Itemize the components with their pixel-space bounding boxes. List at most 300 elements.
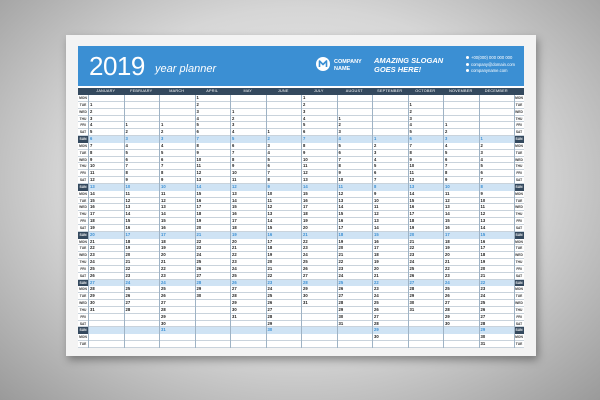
day-number: 31	[90, 306, 95, 312]
weekday-label-left: SAT	[79, 178, 87, 183]
day-number: 15	[161, 218, 166, 224]
weekday-label-right: WED	[515, 109, 523, 114]
weekday-label-right: WED	[515, 253, 523, 258]
day-number: 6	[409, 136, 412, 142]
day-number: 6	[125, 156, 128, 162]
day-number: 20	[125, 252, 131, 258]
day-number: 15	[232, 204, 237, 210]
day-number: 27	[232, 286, 237, 292]
month-header-april: APRIL	[206, 89, 219, 93]
day-number: 12	[232, 183, 237, 189]
weekday-label-left: TUE	[79, 150, 87, 155]
day-number: 8	[125, 170, 128, 176]
day-number: 20	[267, 259, 273, 265]
day-number: 9	[338, 170, 341, 176]
weekday-label-left: THU	[79, 307, 87, 312]
day-number: 20	[161, 252, 166, 258]
day-number: 16	[303, 197, 308, 203]
weekday-label-left: SUN	[79, 280, 87, 285]
day-number: 19	[90, 224, 95, 230]
day-number: 28	[125, 306, 131, 312]
day-number: 16	[338, 218, 344, 224]
day-number: 25	[374, 300, 379, 306]
day-number: 12	[480, 211, 486, 217]
day-number: 26	[232, 279, 237, 285]
weekday-label-right: SAT	[515, 178, 523, 183]
day-number: 7	[445, 163, 448, 169]
day-number: 16	[374, 238, 379, 244]
day-number: 19	[338, 238, 344, 244]
day-number: 5	[374, 163, 377, 169]
day-number: 6	[303, 129, 306, 135]
day-number: 6	[161, 156, 164, 162]
day-number: 25	[303, 259, 308, 265]
day-number: 19	[303, 218, 308, 224]
day-number: 13	[338, 197, 344, 203]
month-header-bar	[78, 88, 524, 95]
month-header-july: JULY	[313, 89, 324, 93]
day-number: 5	[267, 156, 270, 162]
day-number: 30	[232, 306, 237, 312]
column-divider	[88, 95, 89, 348]
day-number: 11	[338, 183, 343, 189]
day-number: 1	[374, 136, 377, 142]
day-number: 4	[161, 142, 164, 148]
column-divider	[124, 95, 125, 348]
day-number: 18	[125, 238, 131, 244]
day-number: 5	[445, 149, 448, 155]
day-number: 24	[409, 259, 415, 265]
day-number: 23	[338, 265, 344, 271]
day-number: 27	[267, 306, 273, 312]
day-number: 31	[232, 313, 237, 319]
day-number: 22	[161, 265, 166, 271]
day-number: 5	[303, 122, 306, 128]
day-number: 31	[480, 341, 486, 347]
day-number: 18	[374, 252, 379, 258]
day-number: 5	[232, 136, 235, 142]
day-number: 1	[445, 122, 448, 128]
day-number: 30	[196, 293, 202, 299]
slogan-line2: GOES HERE!	[374, 64, 422, 74]
day-number: 5	[161, 149, 164, 155]
day-number: 21	[232, 245, 237, 251]
column-divider	[479, 95, 480, 348]
day-number: 26	[196, 265, 202, 271]
day-number: 14	[90, 190, 95, 196]
weekday-label-right: FRI	[516, 123, 522, 128]
day-number: 14	[267, 218, 273, 224]
day-number: 23	[480, 286, 486, 292]
day-number: 13	[480, 218, 486, 224]
day-number: 15	[338, 211, 344, 217]
day-number: 18	[267, 245, 273, 251]
day-number: 22	[303, 238, 308, 244]
day-number: 8	[303, 142, 306, 148]
day-number: 27	[196, 272, 202, 278]
weekday-label-right: SAT	[515, 273, 523, 278]
weekday-label-right: MON	[515, 335, 523, 340]
day-number: 19	[445, 245, 450, 251]
weekday-label-left: MON	[79, 335, 87, 340]
day-number: 11	[480, 204, 485, 210]
day-number: 10	[445, 183, 450, 189]
day-number: 23	[161, 272, 166, 278]
day-number: 29	[374, 327, 379, 333]
day-number: 15	[374, 231, 379, 237]
day-number: 16	[445, 224, 450, 230]
weekday-label-left: FRI	[80, 123, 86, 128]
company-name	[334, 59, 374, 72]
day-number: 26	[409, 272, 415, 278]
month-header-may: MAY	[243, 89, 253, 93]
day-number: 4	[196, 115, 199, 121]
day-number: 3	[409, 115, 412, 121]
weekday-label-left: TUE	[79, 246, 87, 251]
weekday-label-left: MON	[79, 143, 87, 148]
web-text: companyname.com	[471, 68, 508, 73]
day-number: 16	[125, 224, 131, 230]
day-number: 4	[267, 149, 270, 155]
day-number: 7	[125, 163, 128, 169]
day-number: 12	[125, 197, 131, 203]
weekday-label-right: SAT	[515, 225, 523, 230]
day-number: 6	[480, 170, 483, 176]
weekday-label-right: SUN	[515, 328, 523, 333]
day-number: 1	[232, 108, 235, 114]
day-number: 18	[90, 218, 95, 224]
column-divider	[301, 95, 302, 348]
column-divider	[372, 95, 373, 348]
day-number: 11	[409, 170, 414, 176]
column-divider	[337, 95, 338, 348]
column-divider	[230, 95, 231, 348]
day-number: 19	[161, 245, 166, 251]
weekday-label-right: MON	[515, 96, 523, 100]
day-number: 27	[409, 279, 415, 285]
day-number: 28	[374, 320, 379, 326]
day-number: 25	[480, 300, 486, 306]
day-number: 9	[125, 177, 128, 183]
day-number: 30	[480, 334, 486, 340]
day-number: 8	[232, 156, 235, 162]
day-number: 11	[196, 163, 201, 169]
day-number: 2	[232, 115, 235, 121]
day-number: 1	[409, 101, 412, 107]
weekday-label-right: TUE	[515, 342, 523, 347]
day-number: 10	[267, 190, 273, 196]
day-number: 22	[374, 279, 379, 285]
day-number: 3	[303, 108, 306, 114]
weekday-label-left: FRI	[80, 314, 86, 319]
day-number: 11	[303, 163, 308, 169]
day-number: 29	[196, 286, 202, 292]
day-number: 14	[161, 211, 166, 217]
day-number: 3	[161, 136, 164, 142]
day-number: 19	[125, 245, 131, 251]
day-number: 11	[445, 190, 450, 196]
weekday-label-right: FRI	[516, 266, 522, 271]
day-number: 2	[267, 136, 270, 142]
day-number: 21	[480, 272, 486, 278]
year-title: 2019	[89, 51, 145, 81]
day-number: 28	[161, 306, 166, 312]
day-number: 28	[338, 300, 344, 306]
day-number: 4	[338, 136, 341, 142]
day-number: 20	[232, 238, 237, 244]
weekday-label-right: WED	[515, 157, 523, 162]
day-number: 23	[303, 245, 308, 251]
day-number: 5	[480, 163, 483, 169]
weekday-label-right: SAT	[515, 130, 523, 135]
day-number: 7	[90, 142, 93, 148]
day-number: 19	[409, 224, 415, 230]
day-number: 15	[196, 190, 202, 196]
weekday-label-left: TUE	[79, 294, 87, 299]
day-number: 13	[232, 190, 237, 196]
day-number: 21	[90, 238, 95, 244]
day-number: 10	[338, 177, 344, 183]
day-number: 31	[338, 320, 344, 326]
day-number: 12	[303, 170, 308, 176]
day-number: 14	[480, 224, 486, 230]
day-number: 13	[161, 204, 166, 210]
weekday-label-right: TUE	[515, 198, 523, 203]
day-number: 24	[267, 286, 273, 292]
weekday-label-left: THU	[79, 212, 87, 217]
day-number: 25	[232, 272, 237, 278]
day-number: 16	[196, 197, 202, 203]
day-number: 17	[90, 211, 95, 217]
day-number: 24	[480, 293, 486, 299]
day-number: 11	[232, 177, 237, 183]
day-number: 28	[232, 293, 237, 299]
weekday-label-left: SUN	[79, 184, 87, 189]
day-number: 1	[125, 122, 128, 128]
weekday-label-left: WED	[79, 205, 87, 210]
weekday-label-right: WED	[515, 205, 523, 210]
day-number: 24	[303, 252, 308, 258]
day-number: 14	[196, 183, 202, 189]
day-number: 20	[409, 231, 415, 237]
day-number: 20	[480, 265, 486, 271]
day-number: 6	[267, 163, 270, 169]
day-number: 10	[196, 156, 202, 162]
day-number: 2	[409, 108, 412, 114]
day-number: 23	[409, 252, 415, 258]
weekday-label-left: WED	[79, 253, 87, 258]
day-number: 23	[90, 252, 95, 258]
day-number: 17	[445, 231, 450, 237]
day-number: 16	[161, 224, 166, 230]
month-header-november: NOVEMBER	[449, 89, 473, 93]
weekday-label-left: MON	[79, 191, 87, 196]
day-number: 13	[125, 204, 131, 210]
day-number: 24	[445, 279, 450, 285]
day-number: 20	[445, 252, 450, 258]
weekday-label-left: TUE	[79, 102, 87, 107]
day-number: 24	[125, 279, 131, 285]
weekday-label-right: THU	[515, 212, 523, 217]
day-number: 26	[445, 293, 450, 299]
day-number: 10	[374, 197, 379, 203]
day-number: 22	[232, 252, 237, 258]
day-number: 9	[90, 156, 93, 162]
day-number: 15	[409, 197, 415, 203]
day-number: 15	[90, 197, 95, 203]
weekday-label-left: WED	[79, 109, 87, 114]
column-divider	[408, 95, 409, 348]
day-number: 29	[409, 293, 415, 299]
day-number: 16	[267, 231, 273, 237]
day-number: 12	[445, 197, 450, 203]
day-number: 18	[480, 252, 486, 258]
weekday-label-right: TUE	[515, 102, 523, 107]
day-number: 22	[90, 245, 95, 251]
month-header-august: AUGUST	[345, 89, 363, 93]
weekday-label-left: MON	[79, 96, 87, 100]
day-number: 27	[161, 300, 166, 306]
day-number: 21	[374, 272, 379, 278]
weekday-label-right: THU	[515, 116, 523, 121]
day-number: 8	[161, 170, 164, 176]
weekday-label-right: SUN	[515, 280, 523, 285]
day-number: 13	[374, 218, 379, 224]
day-number: 8	[338, 163, 341, 169]
day-number: 1	[338, 115, 341, 121]
day-number: 14	[409, 190, 415, 196]
day-number: 28	[480, 320, 486, 326]
weekday-label-left: MON	[79, 287, 87, 292]
weekday-label-right: FRI	[516, 171, 522, 176]
weekday-label-left: SAT	[79, 273, 87, 278]
weekday-label-left: SUN	[79, 328, 87, 333]
web-icon	[466, 69, 469, 72]
day-number: 8	[196, 142, 199, 148]
day-number: 22	[267, 272, 273, 278]
day-number: 17	[374, 245, 379, 251]
contact-web	[466, 68, 524, 75]
day-number: 14	[232, 197, 237, 203]
day-number: 25	[161, 286, 166, 292]
day-number: 29	[90, 293, 95, 299]
weekday-label-right: THU	[515, 164, 523, 169]
day-number: 11	[161, 190, 166, 196]
day-number: 18	[196, 211, 202, 217]
day-number: 30	[445, 320, 450, 326]
day-number: 14	[445, 211, 450, 217]
day-number: 20	[338, 245, 344, 251]
weekday-label-right: THU	[515, 307, 523, 312]
day-number: 11	[374, 204, 379, 210]
day-number: 6	[374, 170, 377, 176]
day-number: 29	[232, 300, 237, 306]
weekday-label-right: SUN	[515, 137, 523, 142]
phone-icon	[466, 56, 469, 59]
day-number: 23	[196, 245, 202, 251]
weekday-label-right: FRI	[516, 219, 522, 224]
day-number: 25	[125, 286, 131, 292]
day-number: 13	[303, 177, 308, 183]
column-divider	[195, 95, 196, 348]
weekday-label-left: SAT	[79, 321, 87, 326]
day-number: 19	[374, 259, 379, 265]
weekday-label-left: TUE	[79, 198, 87, 203]
slogan-line1: AMAZING SLOGAN	[374, 56, 444, 65]
weekday-label-right: MON	[515, 239, 523, 244]
day-number: 8	[445, 170, 448, 176]
day-number: 23	[267, 279, 273, 285]
day-number: 7	[232, 149, 235, 155]
day-number: 19	[480, 259, 486, 265]
day-number: 31	[161, 327, 166, 333]
day-number: 2	[125, 129, 128, 135]
day-number: 19	[196, 218, 202, 224]
day-number: 4	[90, 122, 93, 128]
day-number: 29	[480, 327, 486, 333]
day-number: 7	[196, 136, 199, 142]
day-number: 4	[125, 142, 128, 148]
day-number: 31	[303, 300, 308, 306]
day-number: 2	[480, 142, 483, 148]
day-number: 15	[267, 224, 273, 230]
day-number: 10	[125, 183, 131, 189]
day-number: 6	[338, 149, 341, 155]
day-number: 17	[232, 218, 237, 224]
day-number: 10	[409, 163, 415, 169]
day-number: 6	[232, 142, 235, 148]
day-number: 7	[480, 177, 483, 183]
day-number: 7	[338, 156, 341, 162]
day-number: 7	[161, 163, 164, 169]
day-number: 3	[445, 136, 448, 142]
day-number: 12	[161, 197, 166, 203]
day-number: 29	[267, 320, 273, 326]
day-number: 28	[196, 279, 202, 285]
day-number: 5	[90, 129, 93, 135]
day-number: 1	[196, 95, 199, 100]
day-number: 20	[90, 231, 95, 237]
day-number: 10	[90, 163, 95, 169]
weekday-label-left: SUN	[79, 137, 87, 142]
day-number: 9	[196, 149, 199, 155]
day-number: 12	[338, 190, 344, 196]
day-number: 13	[409, 183, 415, 189]
day-number: 30	[409, 300, 415, 306]
day-number: 13	[196, 177, 202, 183]
day-number: 25	[409, 265, 415, 271]
day-number: 7	[303, 136, 306, 142]
weekday-label-left: WED	[79, 157, 87, 162]
day-number: 30	[374, 334, 379, 340]
planner-subtitle: year planner	[155, 63, 217, 75]
month-header-october: OCTOBER	[415, 89, 436, 93]
month-header-february: FEBRUARY	[130, 89, 153, 93]
day-number: 21	[409, 238, 415, 244]
day-number: 7	[267, 170, 270, 176]
day-number: 21	[338, 252, 344, 258]
day-number: 28	[267, 313, 273, 319]
day-number: 12	[267, 204, 273, 210]
weekday-label-left: THU	[79, 164, 87, 169]
day-number: 24	[232, 265, 237, 271]
day-number: 27	[125, 300, 131, 306]
day-number: 14	[338, 204, 344, 210]
day-number: 24	[196, 252, 202, 258]
day-number: 13	[445, 204, 450, 210]
day-number: 26	[480, 306, 486, 312]
day-number: 23	[445, 272, 450, 278]
